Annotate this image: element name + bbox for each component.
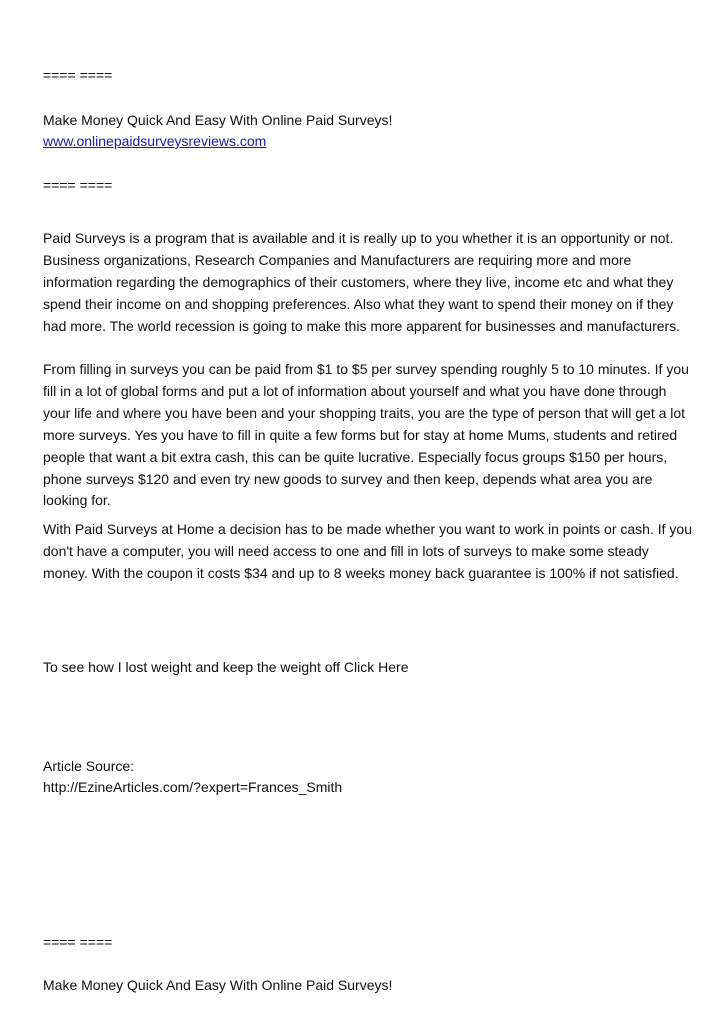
promo-line: To see how I lost weight and keep the weight off Click Here [43,659,409,675]
separator-bottom: ==== ==== [43,934,113,950]
footer-title: Make Money Quick And Easy With Online Paid Surveys! [43,977,393,993]
separator-mid: ==== ==== [43,177,113,193]
article-source-url: http://EzineArticles.com/?expert=Frances_Smith [43,779,343,795]
paragraph-3: With Paid Surveys at Home a decision has to be made whether you want to work in points or cash. If you don't have a computer, you will need access to one and fill in lots of surveys to make some steady money. With the coupon it costs $34 and up to 8 weeks money back guarantee is 100% if not satisfied. [43,521,692,581]
paragraph-2: From filling in surveys you can be paid from $1 to $5 per survey spending roughly 5 to 10 minutes. If you fill in a lot of global forms and put a lot of information about yourself and what you have done through your life and where you have been and your shopping traits, you are the type of person that will get a lot more surveys. Yes you have to fill in quite a few forms but for stay at home Mums, students and retired people that want a bit extra cash, this can be quite lucrative. Especially focus groups $150 per hours, phone surveys $120 and even try new goods to survey and then keep, depends what area you are looking for. [43,361,689,509]
header-title: Make Money Quick And Easy With Online Paid Surveys! [43,112,393,128]
header-link[interactable]: www.onlinepaidsurveysreviews.com [43,133,267,149]
article-source-label: Article Source: [43,758,135,774]
paragraph-1: Paid Surveys is a program that is available and it is really up to you whether it is an opportunity or not. Business organizations, Research Companies and Manufacturers are requiring more and more information regarding the demographics of their customers, where they live, income etc and what they spend their income on and shopping preferences. Also what they want to spend their money on if they had more. The world recession is going to make this more apparent for businesses and manufacturers. [43,230,681,334]
separator-top: ==== ==== [43,67,113,83]
